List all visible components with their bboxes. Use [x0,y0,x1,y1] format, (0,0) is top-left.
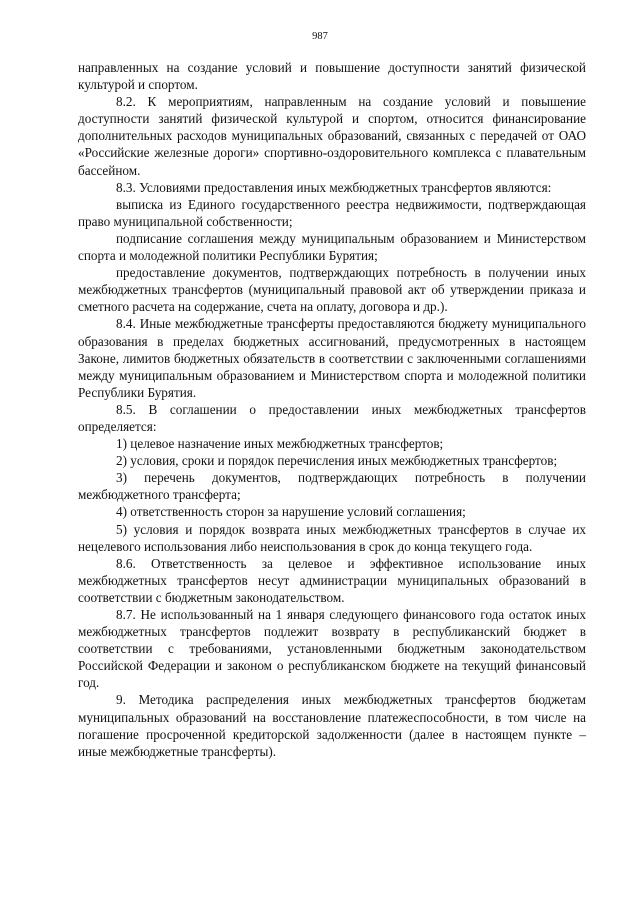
paragraph: подписание соглашения между муниципальным образованием и Министерством спорта и молодежной политики Республики Бурятия; [78,230,586,264]
paragraph: направленных на создание условий и повышение доступности занятий физической культурой и спортом. [78,60,586,93]
paragraph: 8.4. Иные межбюджетные трансферты предоставляются бюджету муниципального образования в пределах бюджетных ассигнований, предусмотренных в настоящем Законе, лимитов бюджетных обязательств в соответствии с заключенными соглашениями между муниципальным образованием и Министерством спорта и молодежной политики Республики Бурятия. [78,316,586,400]
paragraph: 8.3. Условиями предоставления иных межбюджетных трансфертов являются: [116,179,552,195]
page-number: 987 [312,31,328,42]
list-item: 1) целевое назначение иных межбюджетных трансфертов; [116,436,444,452]
list-item: 2) условия, сроки и порядок перечисления иных межбюджетных трансфертов; [116,453,558,469]
list-item: 5) условия и порядок возврата иных межбюджетных трансфертов в случае их нецелевого использования либо неиспользования в срок до конца текущего года. [78,521,586,554]
paragraph: предоставление документов, подтверждающих потребность в получении иных межбюджетных трансфертов (муниципальный правовой акт об утверждении приказа и сметного расчета на содержание, счета на оплату, договора и др.). [78,265,586,315]
paragraph: 8.5. В соглашении о предоставлении иных межбюджетных трансфертов определяется: [78,401,586,434]
paragraph: 8.6. Ответственность за целевое и эффективное использование иных межбюджетных трансфертов несут администрации муниципальных образований в соответствии с бюджетным законодательством. [78,555,586,605]
document-body [78,59,586,760]
paragraph: 9. Методика распределения иных межбюджетных трансфертов бюджетам муниципальных образований на восстановление платежеспособности, в том числе на погашение просроченной кредиторской задолженности (далее в настоящем пункте – иные межбюджетные трансферты). [78,692,586,759]
paragraph: выписка из Единого государственного реестра недвижимости, подтверждающая право муниципальной собственности; [78,196,586,229]
list-item: 4) ответственность сторон за нарушение условий соглашения; [116,504,466,520]
paragraph: 8.7. Не использованный на 1 января следующего финансового года остаток иных межбюджетных трансфертов подлежит возврату в республиканский бюджет в соответствии с требованиями, установленными бюджетным законодательством Российской Федерации и законом о республиканском бюджете на текущий финансовый год. [78,607,586,691]
list-item: 3) перечень документов, подтверждающих потребность в получении межбюджетного трансферта; [78,470,586,503]
paragraph: 8.2. К мероприятиям, направленным на создание условий и повышение доступности занятий физической культурой и спортом, относится финансирование дополнительных расходов муниципальных образований, связанных с передачей от ОАО «Российские железные дороги» спортивно-оздоровительного комплекса с плавательным бассейном. [78,94,586,178]
